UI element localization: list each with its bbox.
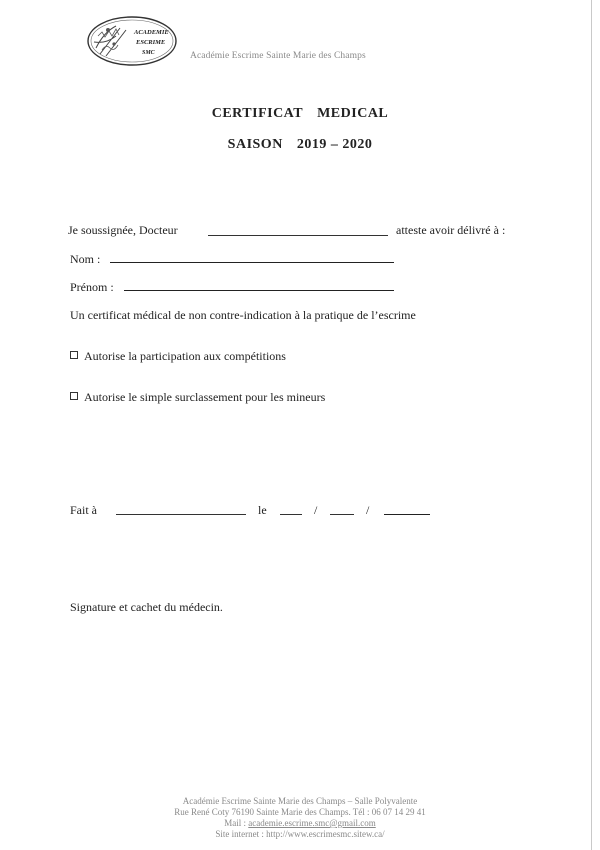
option-competitions-label: Autorise la participation aux compétitions xyxy=(84,349,286,363)
doctor-prefix: Je soussignée, Docteur xyxy=(68,223,178,237)
option-surclassement-label: Autorise le simple surclassement pour les mineurs xyxy=(84,390,326,404)
header-org-name: Académie Escrime Sainte Marie des Champs xyxy=(190,51,366,61)
footer-address-1: Académie Escrime Sainte Marie des Champs – Salle Polyvalente xyxy=(182,796,418,806)
signature-label: Signature et cachet du médecin. xyxy=(70,600,223,614)
saison-label: SAISON xyxy=(227,137,283,152)
title-word-1: CERTIFICAT xyxy=(211,106,304,121)
saison-years: 2019 – 2020 xyxy=(296,137,373,152)
footer-site-link[interactable]: http://www.escrimesmc.sitew.ca/ xyxy=(266,829,385,839)
prenom-label: Prénom : xyxy=(70,280,114,294)
footer-mail xyxy=(0,818,600,829)
title-saison xyxy=(0,137,600,153)
title-certificat-medical xyxy=(0,106,600,122)
logo-text-3: SMC xyxy=(142,50,155,56)
date-month-field[interactable] xyxy=(330,514,354,515)
footer-site xyxy=(0,829,600,840)
option-surclassement xyxy=(70,390,325,405)
date-slash-1: / xyxy=(314,503,318,517)
doctor-suffix: atteste avoir délivré à : xyxy=(396,223,506,237)
fait-label: Fait à xyxy=(70,503,97,517)
fait-place-field[interactable] xyxy=(116,514,246,515)
date-day-field[interactable] xyxy=(280,514,302,515)
footer-address-2: Rue René Coty 76190 Sainte Marie des Champs. Tél : 06 07 14 29 41 xyxy=(174,807,426,817)
le-label: le xyxy=(258,503,267,517)
logo-text-1: ACADEMIE xyxy=(134,29,169,36)
date-year-field[interactable] xyxy=(384,514,430,515)
logo-text-2: ESCRIME xyxy=(136,39,166,46)
footer-mail-label: Mail : xyxy=(224,818,249,828)
nom-field[interactable] xyxy=(110,262,394,263)
statement-text: Un certificat médical de non contre-indication à la pratique de l’escrime xyxy=(70,308,416,322)
title-word-2: MEDICAL xyxy=(317,106,389,121)
doctor-name-field[interactable] xyxy=(208,235,388,236)
checkbox-surclassement[interactable] xyxy=(70,392,78,400)
club-logo xyxy=(86,14,178,68)
nom-label: Nom : xyxy=(70,252,101,266)
scan-edge-line xyxy=(591,0,592,850)
prenom-field[interactable] xyxy=(124,290,394,291)
checkbox-competitions[interactable] xyxy=(70,351,78,359)
footer-mail-link[interactable]: academie.escrime.smc@gmail.com xyxy=(248,818,376,828)
option-competitions xyxy=(70,349,286,364)
date-slash-2: / xyxy=(366,503,370,517)
footer-site-label: Site internet : xyxy=(215,829,267,839)
